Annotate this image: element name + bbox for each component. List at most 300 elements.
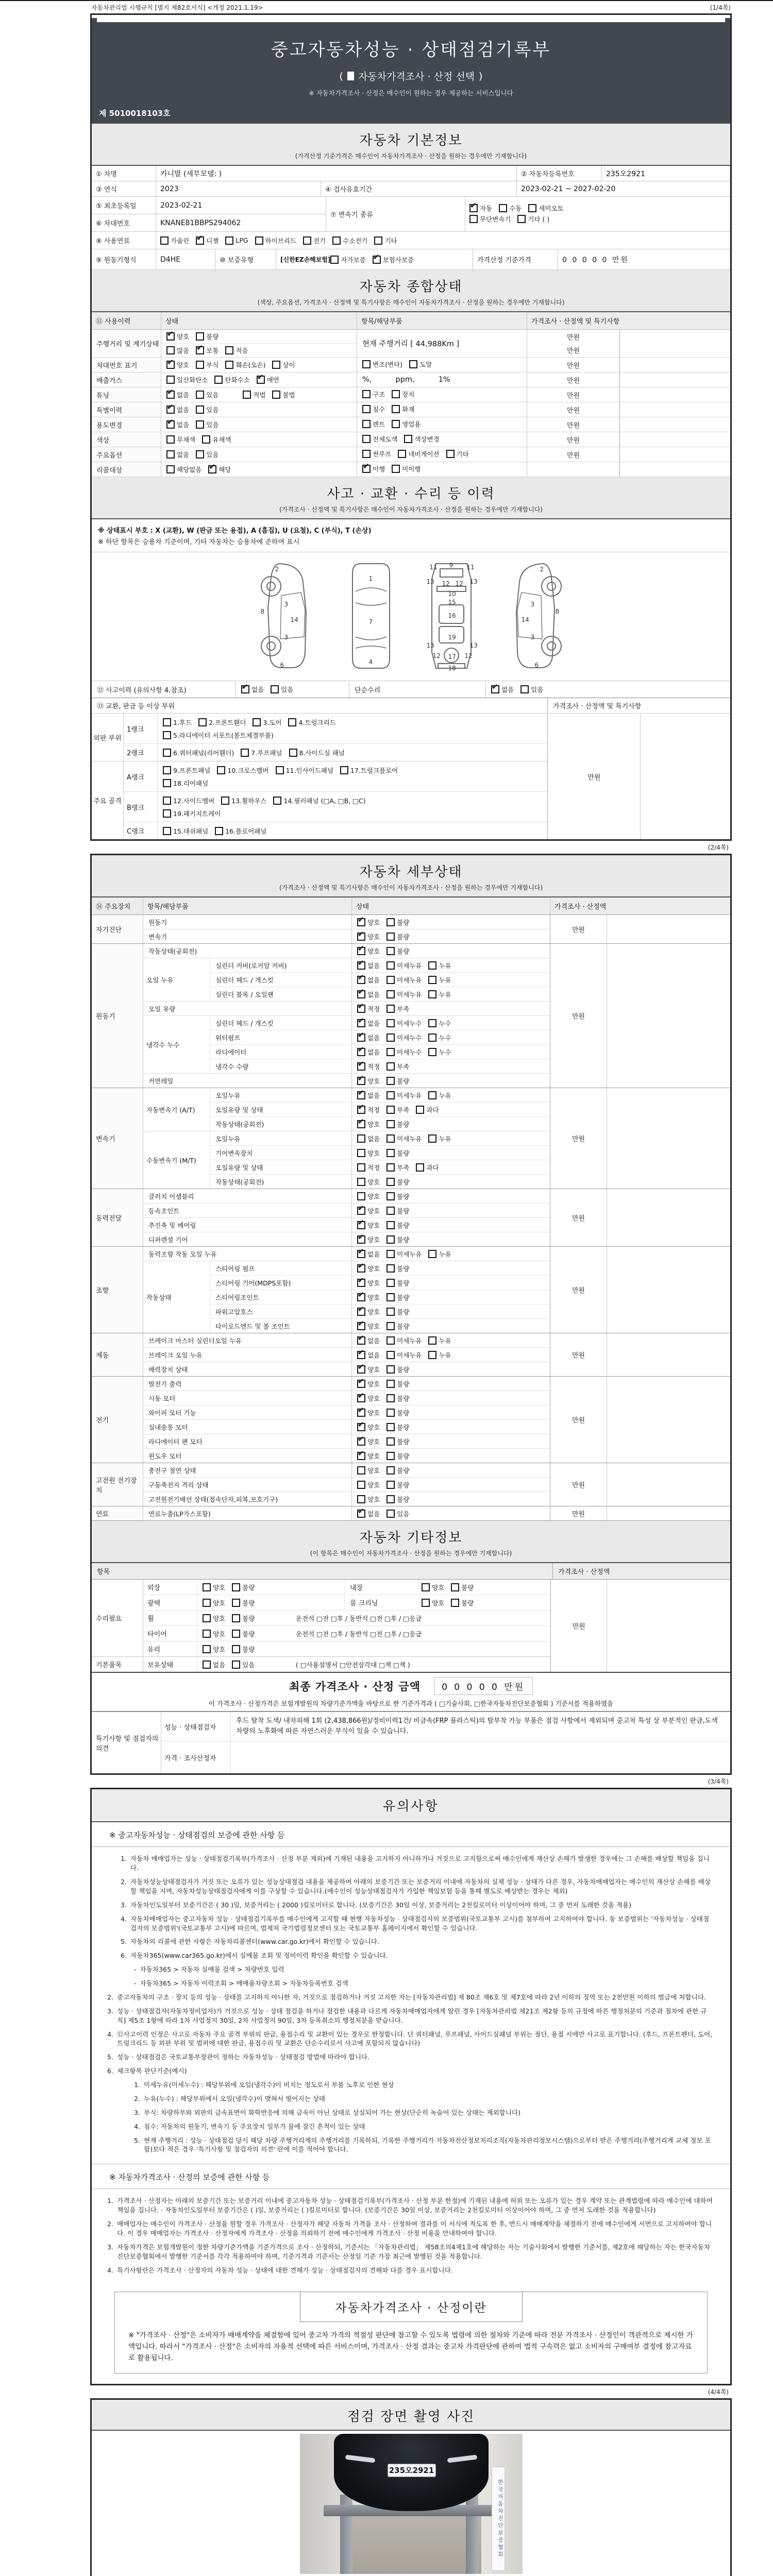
checkbox-icon[interactable] (386, 947, 395, 955)
checkbox-option[interactable] (428, 1134, 451, 1143)
checkbox-option[interactable] (203, 1598, 225, 1607)
checkbox-option[interactable] (362, 419, 385, 429)
checkbox-icon[interactable] (166, 332, 175, 341)
checkbox-option[interactable] (357, 1206, 380, 1215)
checkbox-option[interactable] (357, 1062, 380, 1071)
checkbox-icon[interactable] (196, 391, 204, 399)
checkbox-icon[interactable] (469, 215, 478, 223)
checkbox-icon[interactable] (357, 1481, 365, 1489)
checkbox-icon[interactable] (357, 1134, 365, 1143)
checkbox-option[interactable] (386, 1192, 409, 1201)
checkbox-icon[interactable] (386, 1106, 395, 1114)
checkbox-option[interactable] (446, 449, 469, 459)
checkbox-icon[interactable] (203, 1630, 211, 1638)
checkbox-icon[interactable] (386, 933, 395, 941)
checkbox-icon[interactable] (215, 827, 223, 835)
checkbox-option[interactable] (357, 1466, 380, 1475)
checkbox-icon[interactable] (428, 1091, 436, 1099)
checkbox-option[interactable] (386, 946, 409, 956)
checkbox-option[interactable] (225, 346, 248, 355)
checkbox-icon[interactable] (386, 1510, 395, 1518)
checkbox-option[interactable] (386, 1091, 422, 1100)
checkbox-icon[interactable] (392, 390, 400, 398)
checkbox-icon[interactable] (272, 361, 280, 369)
checkbox-option[interactable] (392, 389, 414, 399)
checkbox-option[interactable] (330, 255, 365, 264)
checkbox-icon[interactable] (357, 1380, 365, 1388)
checkbox-icon[interactable] (386, 1351, 395, 1359)
checkbox-option[interactable] (386, 1350, 422, 1360)
checkbox-option[interactable] (386, 1509, 409, 1518)
checkbox-option[interactable] (357, 932, 380, 941)
checkbox-option[interactable] (386, 1278, 409, 1287)
checkbox-option[interactable] (386, 1105, 409, 1114)
checkbox-option[interactable] (232, 1660, 255, 1669)
checkbox-icon[interactable] (357, 1351, 365, 1359)
checkbox-option[interactable] (451, 1583, 474, 1592)
checkbox-option[interactable] (451, 1598, 474, 1607)
checkbox-option[interactable] (241, 685, 264, 694)
checkbox-icon[interactable] (386, 1077, 395, 1085)
checkbox-option[interactable] (404, 434, 439, 444)
checkbox-icon[interactable] (374, 236, 382, 245)
checkbox-option[interactable] (386, 1249, 422, 1259)
checkbox-option[interactable] (257, 375, 279, 384)
checkbox-option[interactable] (357, 975, 380, 985)
checkbox-option[interactable] (428, 1249, 451, 1259)
checkbox-icon[interactable] (491, 685, 499, 693)
checkbox-icon[interactable] (428, 1033, 436, 1042)
checkbox-option[interactable] (386, 1047, 422, 1057)
checkbox-icon[interactable] (386, 1394, 395, 1402)
checkbox-icon[interactable] (166, 450, 175, 459)
checkbox-option[interactable] (232, 1629, 255, 1638)
checkbox-option[interactable] (243, 390, 265, 399)
checkbox-option[interactable] (163, 778, 208, 788)
checkbox-option[interactable] (386, 1365, 409, 1374)
checkbox-icon[interactable] (357, 1264, 365, 1273)
checkbox-option[interactable] (357, 1307, 380, 1316)
checkbox-option[interactable] (386, 1264, 409, 1273)
checkbox-option[interactable] (386, 1120, 409, 1129)
checkbox-option[interactable] (373, 255, 414, 264)
checkbox-icon[interactable] (362, 465, 371, 473)
checkbox-icon[interactable] (203, 1660, 211, 1669)
checkbox-icon[interactable] (362, 405, 371, 413)
checkbox-icon[interactable] (243, 391, 251, 399)
checkbox-option[interactable] (166, 450, 189, 459)
checkbox-option[interactable] (357, 990, 380, 999)
checkbox-icon[interactable] (362, 360, 371, 368)
checkbox-option[interactable] (357, 1264, 380, 1273)
checkbox-icon[interactable] (392, 405, 400, 413)
checkbox-option[interactable] (163, 809, 221, 818)
checkbox-icon[interactable] (386, 1322, 395, 1330)
checkbox-icon[interactable] (196, 420, 204, 429)
checkbox-icon[interactable] (357, 1452, 365, 1460)
checkbox-option[interactable] (357, 1509, 380, 1518)
checkbox-option[interactable] (386, 1321, 409, 1331)
checkbox-option[interactable] (469, 204, 492, 213)
checkbox-option[interactable] (272, 390, 295, 399)
checkbox-option[interactable] (386, 990, 422, 999)
checkbox-icon[interactable] (357, 990, 365, 998)
checkbox-icon[interactable] (520, 685, 529, 693)
checkbox-icon[interactable] (386, 990, 395, 998)
checkbox-option[interactable] (160, 236, 189, 245)
checkbox-icon[interactable] (357, 1033, 365, 1042)
checkbox-option[interactable] (409, 360, 432, 369)
checkbox-option[interactable] (392, 404, 414, 414)
checkbox-option[interactable] (232, 1583, 255, 1592)
checkbox-option[interactable] (253, 718, 281, 727)
checkbox-option[interactable] (357, 1422, 380, 1432)
checkbox-option[interactable] (386, 1336, 422, 1345)
checkbox-option[interactable] (357, 1480, 380, 1489)
checkbox-option[interactable] (196, 405, 219, 414)
checkbox-option[interactable] (357, 1394, 380, 1403)
checkbox-icon[interactable] (273, 796, 281, 805)
checkbox-icon[interactable] (357, 1510, 365, 1518)
checkbox-option[interactable] (386, 1307, 409, 1316)
checkbox-icon[interactable] (232, 1583, 240, 1591)
checkbox-icon[interactable] (386, 976, 395, 984)
checkbox-icon[interactable] (163, 749, 171, 757)
checkbox-option[interactable] (163, 826, 208, 836)
checkbox-icon[interactable] (232, 1614, 240, 1622)
checkbox-icon[interactable] (428, 961, 436, 970)
checkbox-option[interactable] (357, 1365, 380, 1374)
checkbox-icon[interactable] (386, 1033, 395, 1042)
checkbox-option[interactable] (166, 435, 195, 444)
checkbox-option[interactable] (416, 1105, 439, 1114)
checkbox-option[interactable] (362, 404, 385, 414)
checkbox-icon[interactable] (357, 1437, 365, 1446)
checkbox-icon[interactable] (362, 435, 371, 443)
checkbox-icon[interactable] (386, 1452, 395, 1460)
checkbox-icon[interactable] (386, 1149, 395, 1157)
checkbox-icon[interactable] (232, 1630, 240, 1638)
checkbox-icon[interactable] (386, 1019, 395, 1027)
checkbox-icon[interactable] (428, 1134, 436, 1143)
checkbox-icon[interactable] (357, 1409, 365, 1417)
checkbox-icon[interactable] (362, 390, 371, 398)
checkbox-icon[interactable] (428, 1048, 436, 1056)
checkbox-icon[interactable] (386, 961, 395, 970)
checkbox-icon[interactable] (163, 796, 171, 805)
checkbox-option[interactable] (166, 360, 189, 369)
checkbox-icon[interactable] (357, 1365, 365, 1374)
checkbox-icon[interactable] (428, 976, 436, 984)
checkbox-option[interactable] (386, 1019, 422, 1028)
checkbox-icon[interactable] (357, 1106, 365, 1114)
checkbox-option[interactable] (428, 961, 451, 970)
checkbox-option[interactable] (276, 766, 333, 775)
checkbox-icon[interactable] (203, 1614, 211, 1622)
checkbox-option[interactable] (428, 1350, 451, 1360)
checkbox-icon[interactable] (386, 1134, 395, 1143)
checkbox-option[interactable] (166, 346, 189, 355)
checkbox-icon[interactable] (255, 236, 263, 245)
checkbox-icon[interactable] (386, 1005, 395, 1013)
checkbox-option[interactable] (428, 1019, 451, 1028)
checkbox-icon[interactable] (232, 1599, 240, 1607)
checkbox-option[interactable] (225, 236, 248, 245)
checkbox-option[interactable] (386, 1033, 422, 1042)
checkbox-icon[interactable] (166, 346, 175, 354)
checkbox-icon[interactable] (446, 450, 455, 458)
checkbox-icon[interactable] (428, 990, 436, 998)
checkbox-option[interactable] (196, 420, 219, 429)
checkbox-option[interactable] (357, 1076, 380, 1086)
checkbox-icon[interactable] (340, 766, 348, 774)
checkbox-option[interactable] (357, 961, 380, 970)
checkbox-option[interactable] (357, 1350, 380, 1360)
checkbox-option[interactable] (357, 1221, 380, 1230)
checkbox-icon[interactable] (163, 779, 171, 787)
checkbox-icon[interactable] (202, 435, 210, 444)
basic-items-options[interactable]: ( □사용설명서 □안전삼각대 □잭 □잭 ) (296, 1660, 410, 1669)
checkbox-icon[interactable] (386, 1437, 395, 1446)
checkbox-icon[interactable] (386, 1264, 395, 1273)
checkbox-option[interactable] (386, 1235, 409, 1244)
checkbox-icon[interactable] (357, 1322, 365, 1330)
checkbox-option[interactable] (499, 204, 522, 213)
checkbox-option[interactable] (386, 1206, 409, 1215)
checkbox-option[interactable] (362, 360, 402, 369)
checkbox-icon[interactable] (386, 1192, 395, 1200)
checkbox-option[interactable] (357, 1105, 380, 1114)
checkbox-icon[interactable] (357, 933, 365, 941)
checkbox-icon[interactable] (357, 1207, 365, 1215)
checkbox-option[interactable] (386, 1480, 409, 1489)
checkbox-icon[interactable] (451, 1583, 459, 1591)
checkbox-option[interactable] (357, 1091, 380, 1100)
checkbox-icon[interactable] (288, 718, 296, 726)
checkbox-icon[interactable] (357, 1091, 365, 1099)
checkbox-option[interactable] (225, 360, 265, 369)
checkbox-option[interactable] (357, 1120, 380, 1129)
checkbox-icon[interactable] (386, 1481, 395, 1489)
checkbox-option[interactable] (392, 464, 421, 473)
checkbox-option[interactable] (386, 1394, 409, 1403)
checkbox-icon[interactable] (357, 1336, 365, 1345)
checkbox-option[interactable] (196, 346, 219, 355)
checkbox-icon[interactable] (196, 236, 204, 245)
checkbox-icon[interactable] (196, 346, 204, 354)
checkbox-icon[interactable] (166, 420, 175, 429)
checkbox-option[interactable] (203, 1645, 225, 1654)
checkbox-icon[interactable] (386, 1120, 395, 1128)
checkbox-option[interactable] (428, 1047, 451, 1057)
checkbox-option[interactable] (357, 1004, 380, 1013)
checkbox-icon[interactable] (163, 809, 171, 818)
checkbox-option[interactable] (386, 1379, 409, 1388)
checkbox-icon[interactable] (386, 1466, 395, 1475)
checkbox-option[interactable] (528, 204, 563, 213)
checkbox-option[interactable] (357, 1192, 380, 1201)
checkbox-icon[interactable] (232, 1660, 240, 1669)
etc-position-options[interactable]: 운전석 □전 □후 / 동반석 □전 □후 / □응급 (296, 1630, 422, 1638)
checkbox-icon[interactable] (392, 420, 400, 428)
checkbox-icon[interactable] (357, 1178, 365, 1186)
checkbox-option[interactable] (469, 214, 511, 224)
checkbox-option[interactable] (386, 1062, 409, 1071)
checkbox-icon[interactable] (398, 450, 406, 458)
checkbox-icon[interactable] (409, 360, 417, 368)
checkbox-option[interactable] (289, 748, 345, 757)
checkbox-option[interactable] (196, 390, 219, 399)
checkbox-option[interactable] (332, 236, 367, 245)
checkbox-icon[interactable] (196, 332, 204, 341)
checkbox-icon[interactable] (203, 1599, 211, 1607)
checkbox-icon[interactable] (386, 1423, 395, 1431)
checkbox-option[interactable] (362, 449, 391, 459)
checkbox-icon[interactable] (166, 465, 175, 473)
checkbox-option[interactable] (357, 1321, 380, 1331)
checkbox-option[interactable] (203, 1660, 225, 1669)
checkbox-option[interactable] (386, 1422, 409, 1432)
checkbox-option[interactable] (196, 360, 219, 369)
checkbox-icon[interactable] (517, 215, 526, 223)
checkbox-icon[interactable] (386, 1221, 395, 1229)
checkbox-option[interactable] (386, 975, 422, 985)
checkbox-option[interactable] (386, 1148, 409, 1158)
checkbox-icon[interactable] (386, 918, 395, 926)
checkbox-option[interactable] (374, 236, 397, 245)
checkbox-icon[interactable] (225, 236, 233, 245)
checkbox-icon[interactable] (203, 1645, 211, 1653)
checkbox-option[interactable] (163, 796, 214, 805)
checkbox-option[interactable] (357, 1451, 380, 1461)
checkbox-option[interactable] (357, 1163, 380, 1172)
checkbox-option[interactable] (517, 214, 549, 224)
checkbox-option[interactable] (357, 1134, 380, 1143)
checkbox-option[interactable] (357, 1249, 380, 1259)
checkbox-option[interactable] (357, 1293, 380, 1302)
checkbox-icon[interactable] (357, 1149, 365, 1157)
checkbox-option[interactable] (203, 1583, 225, 1592)
checkbox-option[interactable] (357, 1177, 380, 1187)
checkbox-icon[interactable] (422, 1599, 430, 1607)
checkbox-option[interactable] (340, 766, 398, 775)
checkbox-icon[interactable] (357, 1062, 365, 1071)
checkbox-icon[interactable] (357, 1163, 365, 1172)
checkbox-option[interactable] (272, 360, 295, 369)
checkbox-icon[interactable] (386, 1250, 395, 1258)
checkbox-icon[interactable] (357, 976, 365, 984)
checkbox-option[interactable] (428, 1336, 451, 1345)
checkbox-option[interactable] (241, 748, 282, 757)
checkbox-option[interactable] (163, 766, 210, 775)
checkbox-option[interactable] (203, 1614, 225, 1623)
checkbox-icon[interactable] (386, 1365, 395, 1374)
checkbox-option[interactable] (166, 405, 189, 414)
checkbox-option[interactable] (271, 685, 293, 694)
checkbox-option[interactable] (520, 685, 543, 694)
checkbox-icon[interactable] (208, 465, 216, 473)
checkbox-icon[interactable] (160, 236, 169, 245)
checkbox-option[interactable] (163, 748, 234, 757)
checkbox-option[interactable] (386, 1293, 409, 1302)
checkbox-option[interactable] (416, 1163, 439, 1172)
checkbox-option[interactable] (357, 1148, 380, 1158)
checkbox-icon[interactable] (357, 1466, 365, 1475)
checkbox-icon[interactable] (357, 1495, 365, 1503)
checkbox-option[interactable] (208, 465, 231, 474)
checkbox-icon[interactable] (357, 918, 365, 926)
checkbox-option[interactable] (422, 1598, 444, 1607)
checkbox-icon[interactable] (386, 1062, 395, 1071)
checkbox-option[interactable] (392, 419, 421, 429)
checkbox-icon[interactable] (416, 1163, 424, 1172)
checkbox-icon[interactable] (357, 1293, 365, 1301)
checkbox-icon[interactable] (196, 450, 204, 459)
checkbox-icon[interactable] (528, 204, 536, 212)
checkbox-option[interactable] (386, 918, 409, 927)
checkbox-option[interactable] (217, 766, 268, 775)
checkbox-option[interactable] (362, 464, 385, 473)
checkbox-icon[interactable] (386, 1091, 395, 1099)
checkbox-option[interactable] (386, 961, 422, 970)
checkbox-icon[interactable] (373, 256, 381, 264)
checkbox-icon[interactable] (428, 1336, 436, 1345)
checkbox-option[interactable] (386, 1495, 409, 1504)
checkbox-icon[interactable] (330, 256, 339, 264)
checkbox-icon[interactable] (428, 1351, 436, 1359)
checkbox-option[interactable] (357, 1408, 380, 1417)
checkbox-option[interactable] (386, 1466, 409, 1475)
checkbox-option[interactable] (386, 1004, 409, 1013)
checkbox-icon[interactable] (272, 391, 280, 399)
checkbox-option[interactable] (232, 1614, 255, 1623)
checkbox-icon[interactable] (362, 420, 371, 428)
filled-checkbox-icon[interactable] (347, 72, 354, 80)
checkbox-icon[interactable] (163, 766, 171, 774)
checkbox-icon[interactable] (357, 1235, 365, 1244)
checkbox-icon[interactable] (357, 947, 365, 955)
checkbox-icon[interactable] (357, 1019, 365, 1027)
checkbox-icon[interactable] (163, 827, 171, 835)
checkbox-option[interactable] (166, 332, 189, 341)
checkbox-icon[interactable] (166, 405, 175, 414)
checkbox-icon[interactable] (357, 1394, 365, 1402)
checkbox-icon[interactable] (357, 1250, 365, 1258)
checkbox-option[interactable] (303, 236, 326, 245)
checkbox-option[interactable] (362, 434, 397, 444)
checkbox-option[interactable] (386, 1221, 409, 1230)
checkbox-icon[interactable] (357, 1279, 365, 1287)
checkbox-icon[interactable] (166, 435, 175, 444)
checkbox-option[interactable] (357, 1047, 380, 1057)
checkbox-icon[interactable] (422, 1583, 430, 1591)
checkbox-option[interactable] (357, 1437, 380, 1446)
checkbox-option[interactable] (214, 375, 249, 384)
checkbox-icon[interactable] (163, 731, 171, 739)
checkbox-icon[interactable] (332, 236, 341, 245)
checkbox-option[interactable] (203, 1629, 225, 1638)
checkbox-icon[interactable] (428, 1250, 436, 1258)
checkbox-icon[interactable] (232, 1645, 240, 1653)
checkbox-option[interactable] (166, 420, 189, 429)
checkbox-option[interactable] (386, 1163, 409, 1172)
checkbox-option[interactable] (357, 1278, 380, 1287)
checkbox-icon[interactable] (392, 465, 400, 473)
etc-position-options[interactable]: 운전석 □전 □후 / 동반석 □전 □후 / □응급 (296, 1614, 422, 1622)
checkbox-icon[interactable] (196, 361, 204, 369)
checkbox-icon[interactable] (469, 204, 478, 212)
checkbox-icon[interactable] (386, 1336, 395, 1345)
